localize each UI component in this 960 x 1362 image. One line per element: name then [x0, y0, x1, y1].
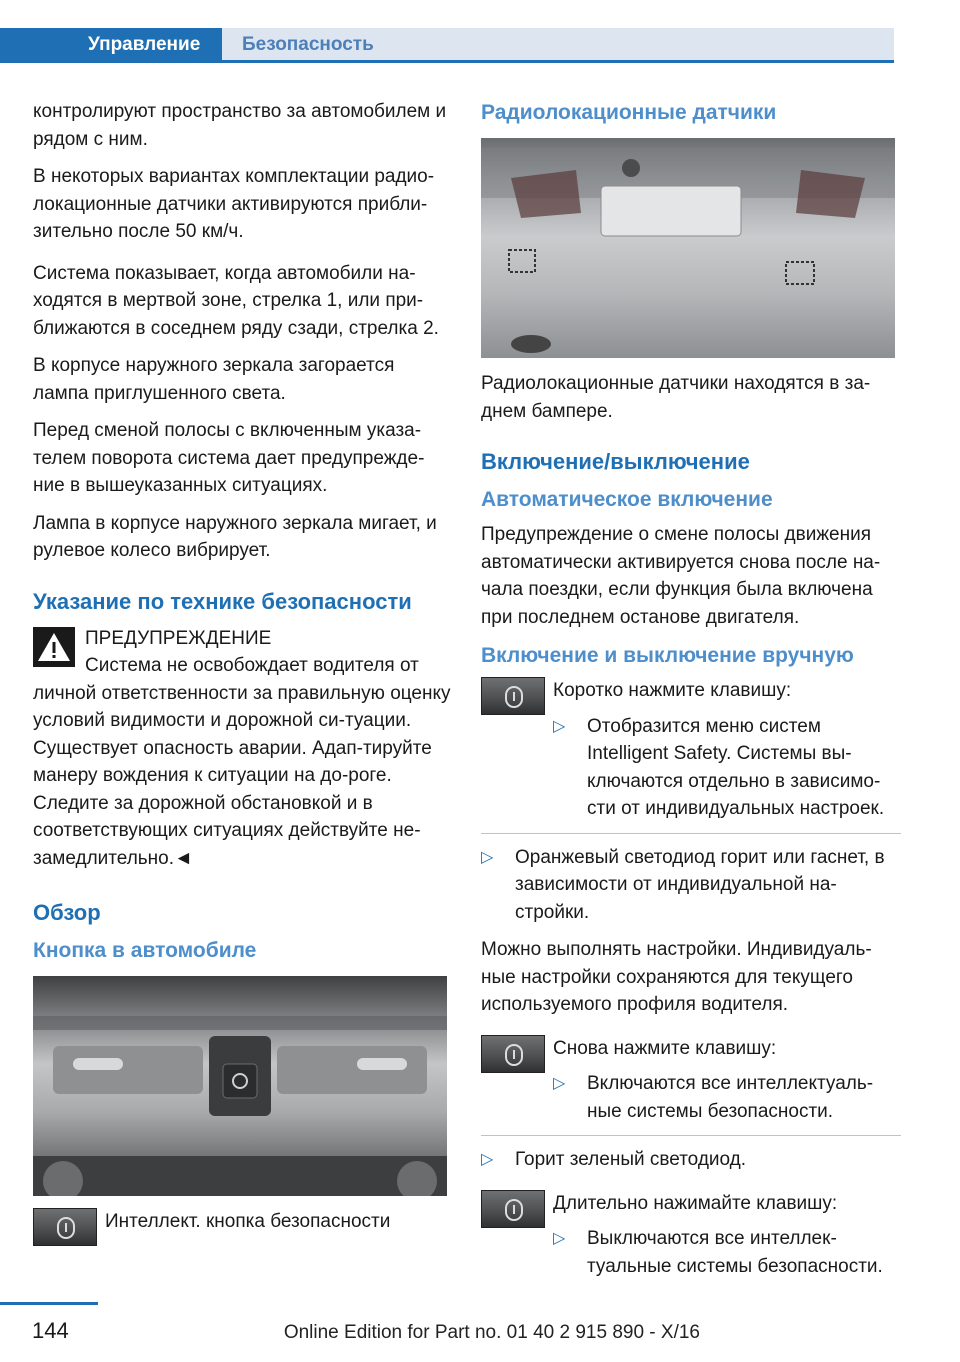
button-caption: Интеллект. кнопка безопасности: [105, 1211, 391, 1232]
paragraph: Система показывает, когда автомобили на-ходятся в мертвой зоне, стрелка 1, или при-ближаются в соседнем ряду сзади, стрелка 2.: [33, 262, 439, 339]
warning-text: Система не освобождает водителя от личной ответственности за правильную оценку условий видимости и дорожной си-туации. Существует опасность аварии. Адап-тируйте манеру вождения к ситуации на до-роге. Следите за дорожной обстановкой и в соответствующих ситуациях действуйте не-замедлительно.◄: [33, 655, 451, 869]
edition-text: Online Edition for Part no. 01 40 2 915 890 - X/16: [283, 1322, 700, 1343]
list-item: ▷ Горит зеленый светодиод.: [481, 1146, 901, 1174]
paragraph: Можно выполнять настройки. Индивидуаль-ные настройки сохраняются для текущего используемого профиля водителя.: [481, 939, 872, 1015]
safety-button-icon: [481, 677, 545, 715]
list-item: ▷ Включаются все интеллектуаль-ные системы безопасности.: [553, 1070, 901, 1125]
safety-button-icon: [33, 1208, 97, 1246]
paragraph: Предупреждение о смене полосы движения автоматически активируется снова после на-чала поездки, если функция была включена при последнем останове двигателя.: [481, 524, 881, 628]
paragraph: Лампа в корпусе наружного зеркала мигает, и рулевое колесо вибрирует.: [33, 512, 437, 561]
triangle-right-icon: ▷: [553, 1075, 566, 1092]
paragraph: Перед сменой полосы с включенным указа-телем поворота система дает предупрежде-ние в вышеуказанных ситуациях.: [33, 420, 425, 496]
paragraph: контролируют пространство за автомобилем и рядом с ним.: [33, 101, 447, 150]
press-instruction: Длительно нажимайте клавишу:: [553, 1192, 838, 1214]
footer-divider: [0, 1302, 98, 1305]
divider: [481, 1135, 901, 1136]
header-divider: [0, 60, 894, 63]
paragraph: В корпусе наружного зеркала загорается лампа приглушенного света.: [33, 355, 395, 404]
triangle-right-icon: ▷: [481, 848, 494, 866]
button-caption-row: [33, 1208, 453, 1248]
right-column: [481, 98, 901, 1290]
divider: [481, 833, 901, 834]
tab-safety[interactable]: Безопасность: [222, 28, 894, 62]
page-header: [0, 0, 960, 62]
press-long-row: [481, 1190, 901, 1281]
dashboard-illustration: [33, 976, 447, 1196]
car-rear-illustration: [481, 138, 895, 358]
press-short-row: [481, 677, 901, 823]
triangle-right-icon: ▷: [553, 717, 566, 735]
safety-button-icon: [481, 1035, 545, 1073]
list-item: ▷ Выключаются все интеллек-туальные системы безопасности.: [553, 1225, 901, 1280]
warning-triangle-icon: [33, 627, 75, 667]
dashboard-photo: [33, 976, 447, 1196]
paragraph: Радиолокационные датчики находятся в за-днем бампере.: [481, 373, 871, 422]
tab-controls[interactable]: Управление: [0, 28, 222, 62]
safety-heading: Указание по технике безопасности: [33, 588, 412, 614]
triangle-right-icon: ▷: [553, 1230, 566, 1247]
warning-block: [33, 625, 453, 873]
overview-heading: Обзор: [33, 900, 101, 925]
safety-button-icon: [481, 1190, 545, 1228]
warning-title: ПРЕДУПРЕЖДЕНИЕ: [85, 627, 272, 649]
left-column: [33, 98, 453, 1256]
paragraph: В некоторых вариантах комплектации радио-локационные датчики активируются прибли-зительно после 50 км/ч.: [33, 166, 435, 242]
press-instruction: Коротко нажмите клавишу:: [553, 680, 792, 701]
press-again-row: [481, 1035, 901, 1126]
list-item: ▷ Оранжевый светодиод горит или гаснет, в зависимости от индивидуальной на-стройки.: [481, 844, 901, 927]
list-item: ▷ Отобразится меню систем Intelligent Safety. Системы вы-ключаются отдельно в зависимо-сти от индивидуальных настроек.: [553, 713, 901, 823]
radar-heading: Радиолокационные датчики: [481, 101, 777, 124]
press-instruction: Снова нажмите клавишу:: [553, 1037, 777, 1059]
manual-heading: Включение и выключение вручную: [481, 644, 854, 667]
onoff-heading: Включение/выключение: [481, 449, 750, 474]
auto-heading: Автоматическое включение: [481, 488, 773, 511]
page-number: 144: [32, 1318, 69, 1343]
button-heading: Кнопка в автомобиле: [33, 939, 257, 962]
rear-bumper-photo: [481, 138, 895, 358]
triangle-right-icon: ▷: [481, 1151, 494, 1168]
